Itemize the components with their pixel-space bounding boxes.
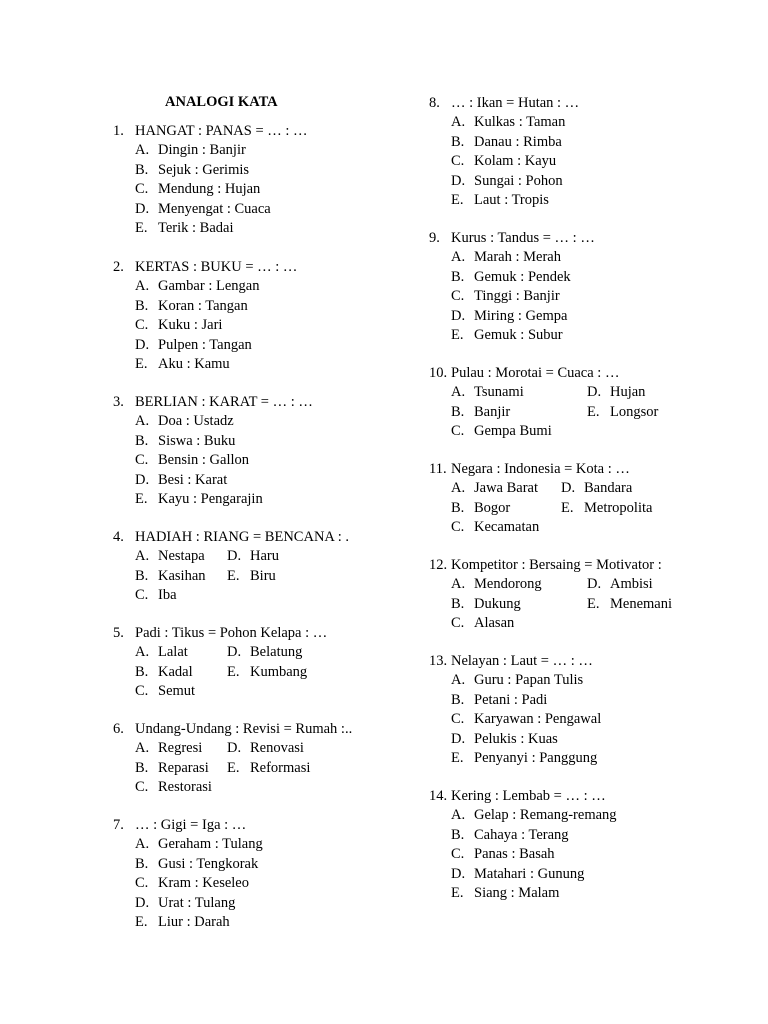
option-text: Longsor — [610, 403, 659, 420]
option-text: Alasan — [474, 615, 515, 632]
option-text: Mendung : Hujan — [158, 181, 261, 198]
option-letter: E. — [451, 327, 464, 343]
option-letter: D. — [135, 200, 150, 217]
option-letter: C. — [135, 779, 149, 796]
question-stem: Kering : Lembab = … : … — [451, 788, 606, 804]
option-letter: E. — [587, 595, 600, 612]
option-text: Gemuk : Subur — [474, 327, 563, 343]
option-letter: B. — [451, 133, 465, 150]
option-text: Gambar : Lengan — [158, 278, 260, 295]
question-stem: Nelayan : Laut = … : … — [451, 653, 593, 669]
option-letter: A. — [135, 644, 150, 661]
question-number: 12. — [429, 557, 448, 573]
option-text: Kulkas : Taman — [474, 114, 566, 131]
option-letter: B. — [135, 855, 149, 872]
option-letter: B. — [135, 759, 149, 776]
option-text: Reformasi — [250, 759, 311, 776]
option-text: Gelap : Remang-remang — [474, 807, 617, 824]
option-text: Kolam : Kayu — [474, 153, 557, 170]
question-number: 7. — [113, 817, 124, 833]
option-text: Restorasi — [158, 779, 212, 796]
option-text: Bogor — [474, 499, 511, 516]
question-number: 14. — [429, 788, 448, 804]
option-letter: C. — [135, 317, 149, 334]
option-letter: E. — [587, 403, 600, 420]
option-text: Marah : Merah — [474, 249, 561, 266]
option-text: Kuku : Jari — [158, 317, 223, 334]
option-letter: B. — [451, 595, 465, 612]
option-letter: D. — [451, 730, 466, 747]
option-text: Matahari : Gunung — [474, 865, 585, 882]
option-text: Bandara — [584, 480, 633, 497]
option-letter: D. — [227, 740, 242, 757]
option-letter: C. — [451, 519, 465, 536]
question-number: 3. — [113, 394, 124, 410]
option-letter: C. — [135, 181, 149, 198]
question-stem: HADIAH : RIANG = BENCANA : . — [135, 529, 349, 545]
option-text: Kayu : Pengarajin — [158, 491, 263, 507]
option-letter: A. — [135, 278, 150, 295]
option-text: Cahaya : Terang — [474, 826, 569, 843]
option-letter: A. — [451, 807, 466, 824]
option-letter: C. — [451, 711, 465, 728]
option-letter: B. — [451, 268, 465, 285]
question-stem: HANGAT : PANAS = … : … — [135, 123, 308, 139]
question-number: 1. — [113, 123, 124, 139]
option-text: Sejuk : Gerimis — [158, 161, 250, 178]
option-text: Biru — [250, 567, 276, 584]
option-text: Menemani — [610, 595, 673, 612]
option-letter: A. — [451, 114, 466, 131]
option-text: Lalat — [158, 644, 188, 661]
option-text: Miring : Gempa — [474, 307, 568, 324]
option-text: Tinggi : Banjir — [474, 288, 560, 305]
option-letter: D. — [451, 172, 466, 189]
option-text: Kumbang — [250, 663, 308, 680]
question-stem: Kompetitor : Bersaing = Motivator : — [451, 557, 662, 573]
option-letter: A. — [135, 413, 150, 430]
option-letter: D. — [587, 384, 602, 401]
option-letter: E. — [135, 914, 148, 930]
option-text: Jawa Barat — [474, 480, 539, 497]
question-stem: BERLIAN : KARAT = … : … — [135, 394, 313, 410]
option-letter: E. — [227, 567, 240, 584]
option-letter: E. — [227, 663, 240, 680]
option-text: Kadal — [158, 663, 193, 680]
option-text: Pelukis : Kuas — [474, 730, 558, 747]
question-stem: Kurus : Tandus = … : … — [451, 230, 595, 246]
option-text: Doa : Ustadz — [158, 413, 234, 430]
option-letter: E. — [451, 750, 464, 766]
question-number: 10. — [429, 365, 448, 381]
option-text: Liur : Darah — [158, 914, 230, 930]
option-letter: A. — [135, 836, 150, 853]
option-letter: B. — [135, 663, 149, 680]
option-text: Kecamatan — [474, 519, 540, 536]
option-text: Belatung — [250, 644, 303, 661]
option-text: Karyawan : Pengawal — [474, 711, 602, 728]
option-letter: B. — [451, 403, 465, 420]
option-text: Gempa Bumi — [474, 423, 552, 440]
option-text: Koran : Tangan — [158, 297, 248, 314]
option-letter: D. — [587, 576, 602, 593]
question-stem: Pulau : Morotai = Cuaca : … — [451, 365, 620, 381]
option-text: Semut — [158, 683, 196, 700]
question-stem: … : Ikan = Hutan : … — [451, 95, 580, 111]
option-text: Kasihan — [158, 567, 206, 584]
option-text: Metropolita — [584, 499, 653, 516]
option-letter: E. — [135, 356, 148, 372]
option-text: Siswa : Buku — [158, 432, 236, 449]
option-letter: D. — [561, 480, 576, 497]
option-letter: A. — [451, 249, 466, 266]
option-letter: A. — [451, 384, 466, 401]
option-text: Terik : Badai — [158, 220, 234, 236]
question-stem: Padi : Tikus = Pohon Kelapa : … — [135, 625, 328, 641]
page-title: ANALOGI KATA — [165, 94, 278, 110]
option-letter: A. — [135, 142, 150, 159]
option-letter: B. — [135, 297, 149, 314]
option-letter: B. — [135, 432, 149, 449]
option-text: Petani : Padi — [474, 691, 548, 708]
option-letter: C. — [451, 153, 465, 170]
option-text: Sungai : Pohon — [474, 172, 563, 189]
option-text: Dingin : Banjir — [158, 142, 246, 159]
option-letter: E. — [451, 885, 464, 901]
option-letter: D. — [135, 336, 150, 353]
option-text: Pulpen : Tangan — [158, 336, 252, 353]
option-text: Haru — [250, 548, 279, 565]
option-text: Hujan — [610, 384, 646, 401]
option-letter: E. — [561, 499, 574, 516]
option-letter: D. — [135, 894, 150, 911]
option-letter: D. — [451, 307, 466, 324]
option-letter: C. — [135, 587, 149, 604]
option-text: Banjir — [474, 403, 511, 420]
option-letter: C. — [135, 683, 149, 700]
option-text: Iba — [158, 587, 177, 604]
option-text: Siang : Malam — [474, 885, 560, 901]
option-text: Aku : Kamu — [158, 356, 230, 372]
option-text: Nestapa — [158, 548, 205, 565]
option-letter: B. — [451, 499, 465, 516]
question-number: 4. — [113, 529, 124, 545]
option-letter: C. — [451, 846, 465, 863]
option-letter: A. — [135, 740, 150, 757]
option-text: Reparasi — [158, 759, 209, 776]
question-number: 6. — [113, 721, 124, 737]
option-letter: E. — [135, 491, 148, 507]
question-stem: Negara : Indonesia = Kota : … — [451, 461, 630, 477]
option-letter: A. — [451, 480, 466, 497]
option-text: Guru : Papan Tulis — [474, 672, 584, 689]
option-text: Renovasi — [250, 740, 304, 757]
option-text: Penyanyi : Panggung — [474, 750, 598, 766]
option-letter: D. — [227, 644, 242, 661]
option-letter: D. — [135, 471, 150, 488]
question-number: 9. — [429, 230, 440, 246]
option-letter: B. — [135, 161, 149, 178]
question-number: 8. — [429, 95, 440, 111]
question-number: 13. — [429, 653, 448, 669]
option-letter: A. — [451, 672, 466, 689]
option-letter: E. — [451, 192, 464, 208]
option-text: Gusi : Tengkorak — [158, 855, 259, 872]
question-number: 11. — [429, 461, 447, 477]
option-text: Regresi — [158, 740, 203, 757]
option-text: Tsunami — [474, 384, 524, 401]
question-number: 2. — [113, 259, 124, 275]
option-text: Kram : Keseleo — [158, 875, 249, 892]
question-stem: … : Gigi = Iga : … — [135, 817, 247, 833]
question-stem: Undang-Undang : Revisi = Rumah :.. — [135, 721, 353, 737]
option-text: Gemuk : Pendek — [474, 268, 571, 285]
option-letter: C. — [451, 423, 465, 440]
option-letter: C. — [451, 615, 465, 632]
option-letter: C. — [451, 288, 465, 305]
question-stem: KERTAS : BUKU = … : … — [135, 259, 298, 275]
option-letter: C. — [135, 875, 149, 892]
option-letter: E. — [135, 220, 148, 236]
option-text: Ambisi — [610, 576, 653, 593]
option-text: Dukung — [474, 595, 521, 612]
option-letter: D. — [451, 865, 466, 882]
option-letter: C. — [135, 452, 149, 469]
option-text: Panas : Basah — [474, 846, 555, 863]
option-text: Besi : Karat — [158, 471, 228, 488]
option-letter: B. — [135, 567, 149, 584]
option-text: Urat : Tulang — [158, 894, 236, 911]
option-letter: A. — [451, 576, 466, 593]
option-text: Laut : Tropis — [474, 192, 549, 208]
option-text: Menyengat : Cuaca — [158, 200, 271, 217]
option-text: Bensin : Gallon — [158, 452, 250, 469]
option-letter: D. — [227, 548, 242, 565]
option-text: Geraham : Tulang — [158, 836, 263, 853]
option-letter: B. — [451, 691, 465, 708]
option-letter: A. — [135, 548, 150, 565]
option-text: Danau : Rimba — [474, 133, 562, 150]
option-text: Mendorong — [474, 576, 542, 593]
option-letter: E. — [227, 759, 240, 776]
question-number: 5. — [113, 625, 124, 641]
option-letter: B. — [451, 826, 465, 843]
